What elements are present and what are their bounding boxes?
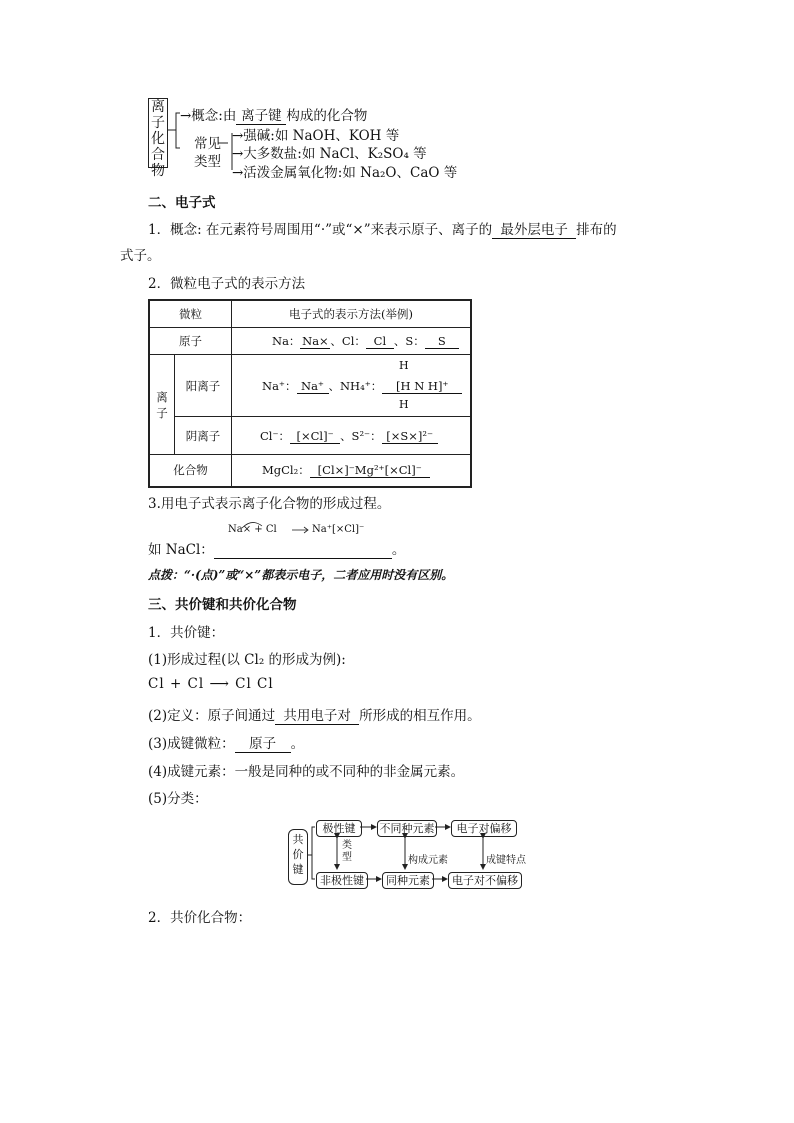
paragraph: 2．共价化合物：	[148, 910, 252, 926]
diagram-type-label: 类型	[342, 840, 352, 863]
diagram-polar: 极性键	[316, 820, 362, 837]
paragraph: 2．微粒电子式的表示方法	[148, 276, 306, 292]
paragraph: (1)形成过程(以 Cl₂ 的形成为例):	[148, 652, 346, 668]
table-header: 电子式的表示方法(举例)	[232, 300, 472, 328]
types-label-1: 常见	[194, 136, 221, 152]
paragraph: 3.用电子式表示离子化合物的形成过程。	[148, 496, 391, 512]
root-label: 离子化合物	[151, 99, 165, 179]
diagram-feature-label: 成键特点	[486, 855, 526, 866]
paragraph: (4)成键元素：一般是同种的或不同种的非金属元素。	[148, 764, 465, 780]
table-cell: Na： Na× 、Cl： Cl 、S： S	[232, 328, 472, 355]
paragraph: 1．概念: 在元素符号周围用“·”或“×”来表示原子、离子的 最外层电子 排布的	[148, 218, 617, 239]
diagram-compose-label: 构成元素	[408, 855, 448, 866]
paragraph: (2)定义：原子间通过 共用电子对 所形成的相互作用。	[148, 704, 481, 725]
row-label: 阴离子	[175, 417, 232, 455]
table-cell: Na⁺： Na⁺ 、NH₄⁺： [H N H]⁺ H H	[232, 355, 472, 417]
cl2-formation: Cl + Cl ⟶ Cl Cl	[148, 676, 274, 692]
section-heading: 三、共价键和共价化合物	[148, 597, 297, 613]
paragraph: 1．共价键：	[148, 625, 225, 641]
nh4-bottom-h: H	[399, 398, 409, 411]
paragraph: 如 NaCl： 。	[148, 542, 406, 558]
row-label: 化合物	[149, 455, 232, 487]
table-cell: MgCl₂： [Cl×]⁻Mg²⁺[×Cl]⁻	[232, 455, 472, 487]
paragraph: 式子。	[120, 248, 161, 264]
paragraph: (5)分类：	[148, 791, 208, 807]
nh4-top-h: H	[399, 359, 409, 372]
table-header: 微粒	[149, 300, 232, 328]
types-label-2: 类型	[194, 154, 221, 170]
diagram-nonpolar: 非极性键	[316, 872, 368, 889]
type-item: →大多数盐:如 NaCl、K₂SO₄ 等	[232, 146, 427, 162]
diagram-root: 共价键	[288, 829, 308, 885]
type-item: →活泼金属氧化物:如 Na₂O、CaO 等	[232, 165, 458, 181]
formation-left: Na× + Cl	[228, 524, 277, 535]
diagram-same-elem: 同种元素	[382, 872, 434, 889]
tip: 点拨：“·(点)”或“×”都表示电子，二者应用时没有区别。	[148, 568, 454, 582]
row-label: 阳离子	[175, 355, 232, 417]
type-item: →强碱:如 NaOH、KOH 等	[232, 128, 400, 144]
formation-right: Na⁺[×Cl]⁻	[312, 524, 365, 535]
electron-formula-table	[148, 299, 472, 488]
row-label: 离子	[149, 355, 175, 455]
diagram-shift: 电子对偏移	[451, 820, 517, 837]
section-heading: 二、电子式	[148, 195, 216, 211]
table-cell: Cl⁻： [×Cl]⁻ 、S²⁻： [×S×]²⁻	[232, 417, 472, 455]
diagram-diff-elem: 不同种元素	[377, 820, 437, 837]
diagram-no-shift: 电子对不偏移	[448, 872, 522, 889]
diagram-arrows	[280, 815, 530, 895]
row-label: 原子	[149, 328, 232, 355]
paragraph: (3)成键微粒： 原子 。	[148, 732, 304, 753]
concept-line: →概念:由 离子键 构成的化合物	[180, 104, 367, 125]
